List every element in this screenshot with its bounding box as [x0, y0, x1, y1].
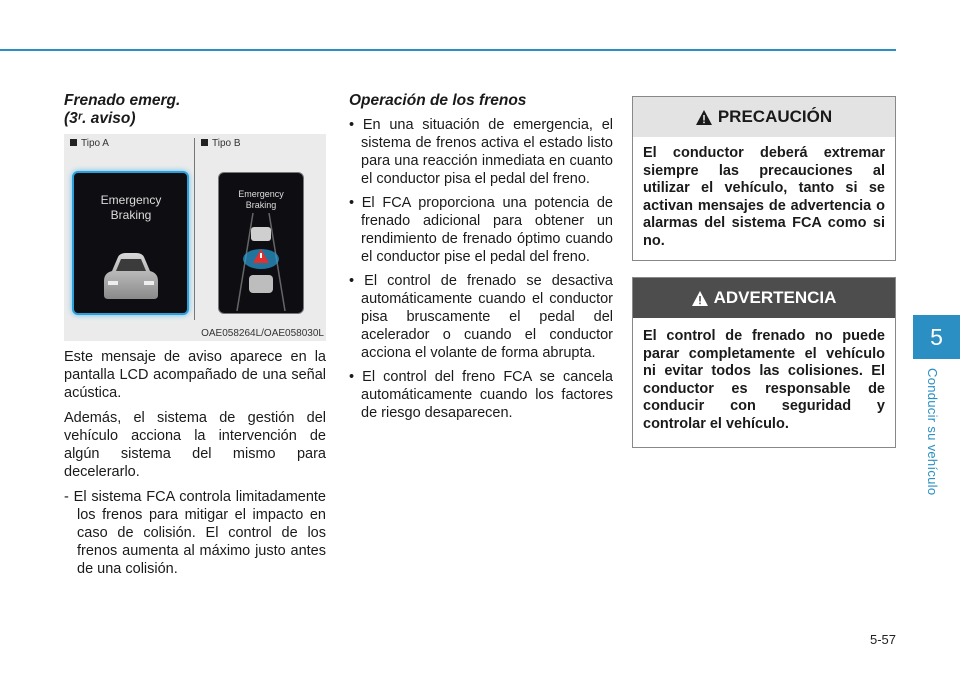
dashboard-figure	[64, 134, 326, 341]
caution-text: El conductor deberá extremar siempre las precauciones al utilizar el vehículo, tanto si se activan mensajes de advertencia o alarmas del sistema FCA como si no.	[643, 145, 885, 249]
caution-header	[633, 97, 895, 137]
chapter-number: 5	[930, 323, 943, 350]
bullet-item: • En una situación de emergencia, el sistema de frenos activa el estado listo para una reacción inmediata en cuanto el conductor pisa el pedal del freno.	[349, 117, 613, 187]
lcd-screen-type-a	[72, 171, 189, 315]
section-title-operacion: Operación de los frenos	[349, 92, 527, 109]
paragraph-system-intervention: Además, el sistema de gestión del vehículo acciona la intervención de algún sistema del mismo para decelerarlo.	[64, 410, 326, 480]
warning-box	[632, 277, 896, 448]
figure-label-a: Tipo A	[70, 138, 109, 149]
left-column	[64, 92, 326, 578]
paragraph-warning-message: Este mensaje de aviso aparece en la pantalla LCD acompañado de una señal acústica.	[64, 349, 326, 401]
section-title-frenado	[64, 92, 326, 128]
bullet-item: • El control de frenado se desactiva automáticamente cuando el conductor pisa bruscamente el pedal del acelerador o cuando el conductor acciona el volante de forma abrupta.	[349, 273, 613, 361]
dash-item-fca-control: - El sistema FCA controla limitadamente los frenos para mitigar el impacto en caso de colisión. El control de los frenos aumenta al máximo justo antes de una colisión.	[64, 489, 326, 577]
caution-box	[632, 96, 896, 261]
page-number: 5-57	[869, 632, 896, 647]
warning-title: ADVERTENCIA	[713, 288, 837, 307]
caution-title: PRECAUCIÓN	[717, 107, 833, 126]
right-column	[632, 96, 896, 464]
car-icon	[102, 251, 160, 301]
figure-divider	[194, 138, 195, 320]
warning-header	[633, 278, 895, 318]
screen-b-message: Emergency Braking	[238, 189, 284, 210]
figure-code: OAE058264L/OAE058030L	[201, 328, 324, 339]
header-rule	[0, 49, 896, 51]
section-title-line1: Frenado emerg.	[64, 92, 181, 109]
figure-label-b: Tipo B	[201, 138, 241, 149]
square-bullet-icon	[70, 139, 77, 146]
section-title-line2: (3ʳ. aviso)	[64, 110, 136, 127]
warning-text: El control de frenado no puede parar completamente el vehículo ni evitar todos las colisiones. El conductor es responsable de conducir con seguridad y controlar el vehículo.	[643, 328, 885, 432]
square-bullet-icon	[201, 139, 208, 146]
warning-triangle-icon	[696, 110, 712, 125]
bullet-item: • El FCA proporciona una potencia de frenado adicional para obtener un rendimiento de frenado óptimo cuando el conductor pise el pedal del freno.	[349, 195, 613, 265]
warning-triangle-icon	[692, 291, 708, 306]
bullet-item: • El control del freno FCA se cancela automáticamente cuando los factores de riesgo desaparecen.	[349, 369, 613, 421]
screen-a-message: Emergency Braking	[100, 193, 162, 222]
middle-column	[349, 92, 613, 428]
chapter-title: Conducir su vehículo	[925, 368, 940, 496]
lcd-screen-type-b	[218, 172, 304, 314]
chapter-tab	[913, 315, 960, 359]
lane-warning-icon	[223, 213, 299, 311]
